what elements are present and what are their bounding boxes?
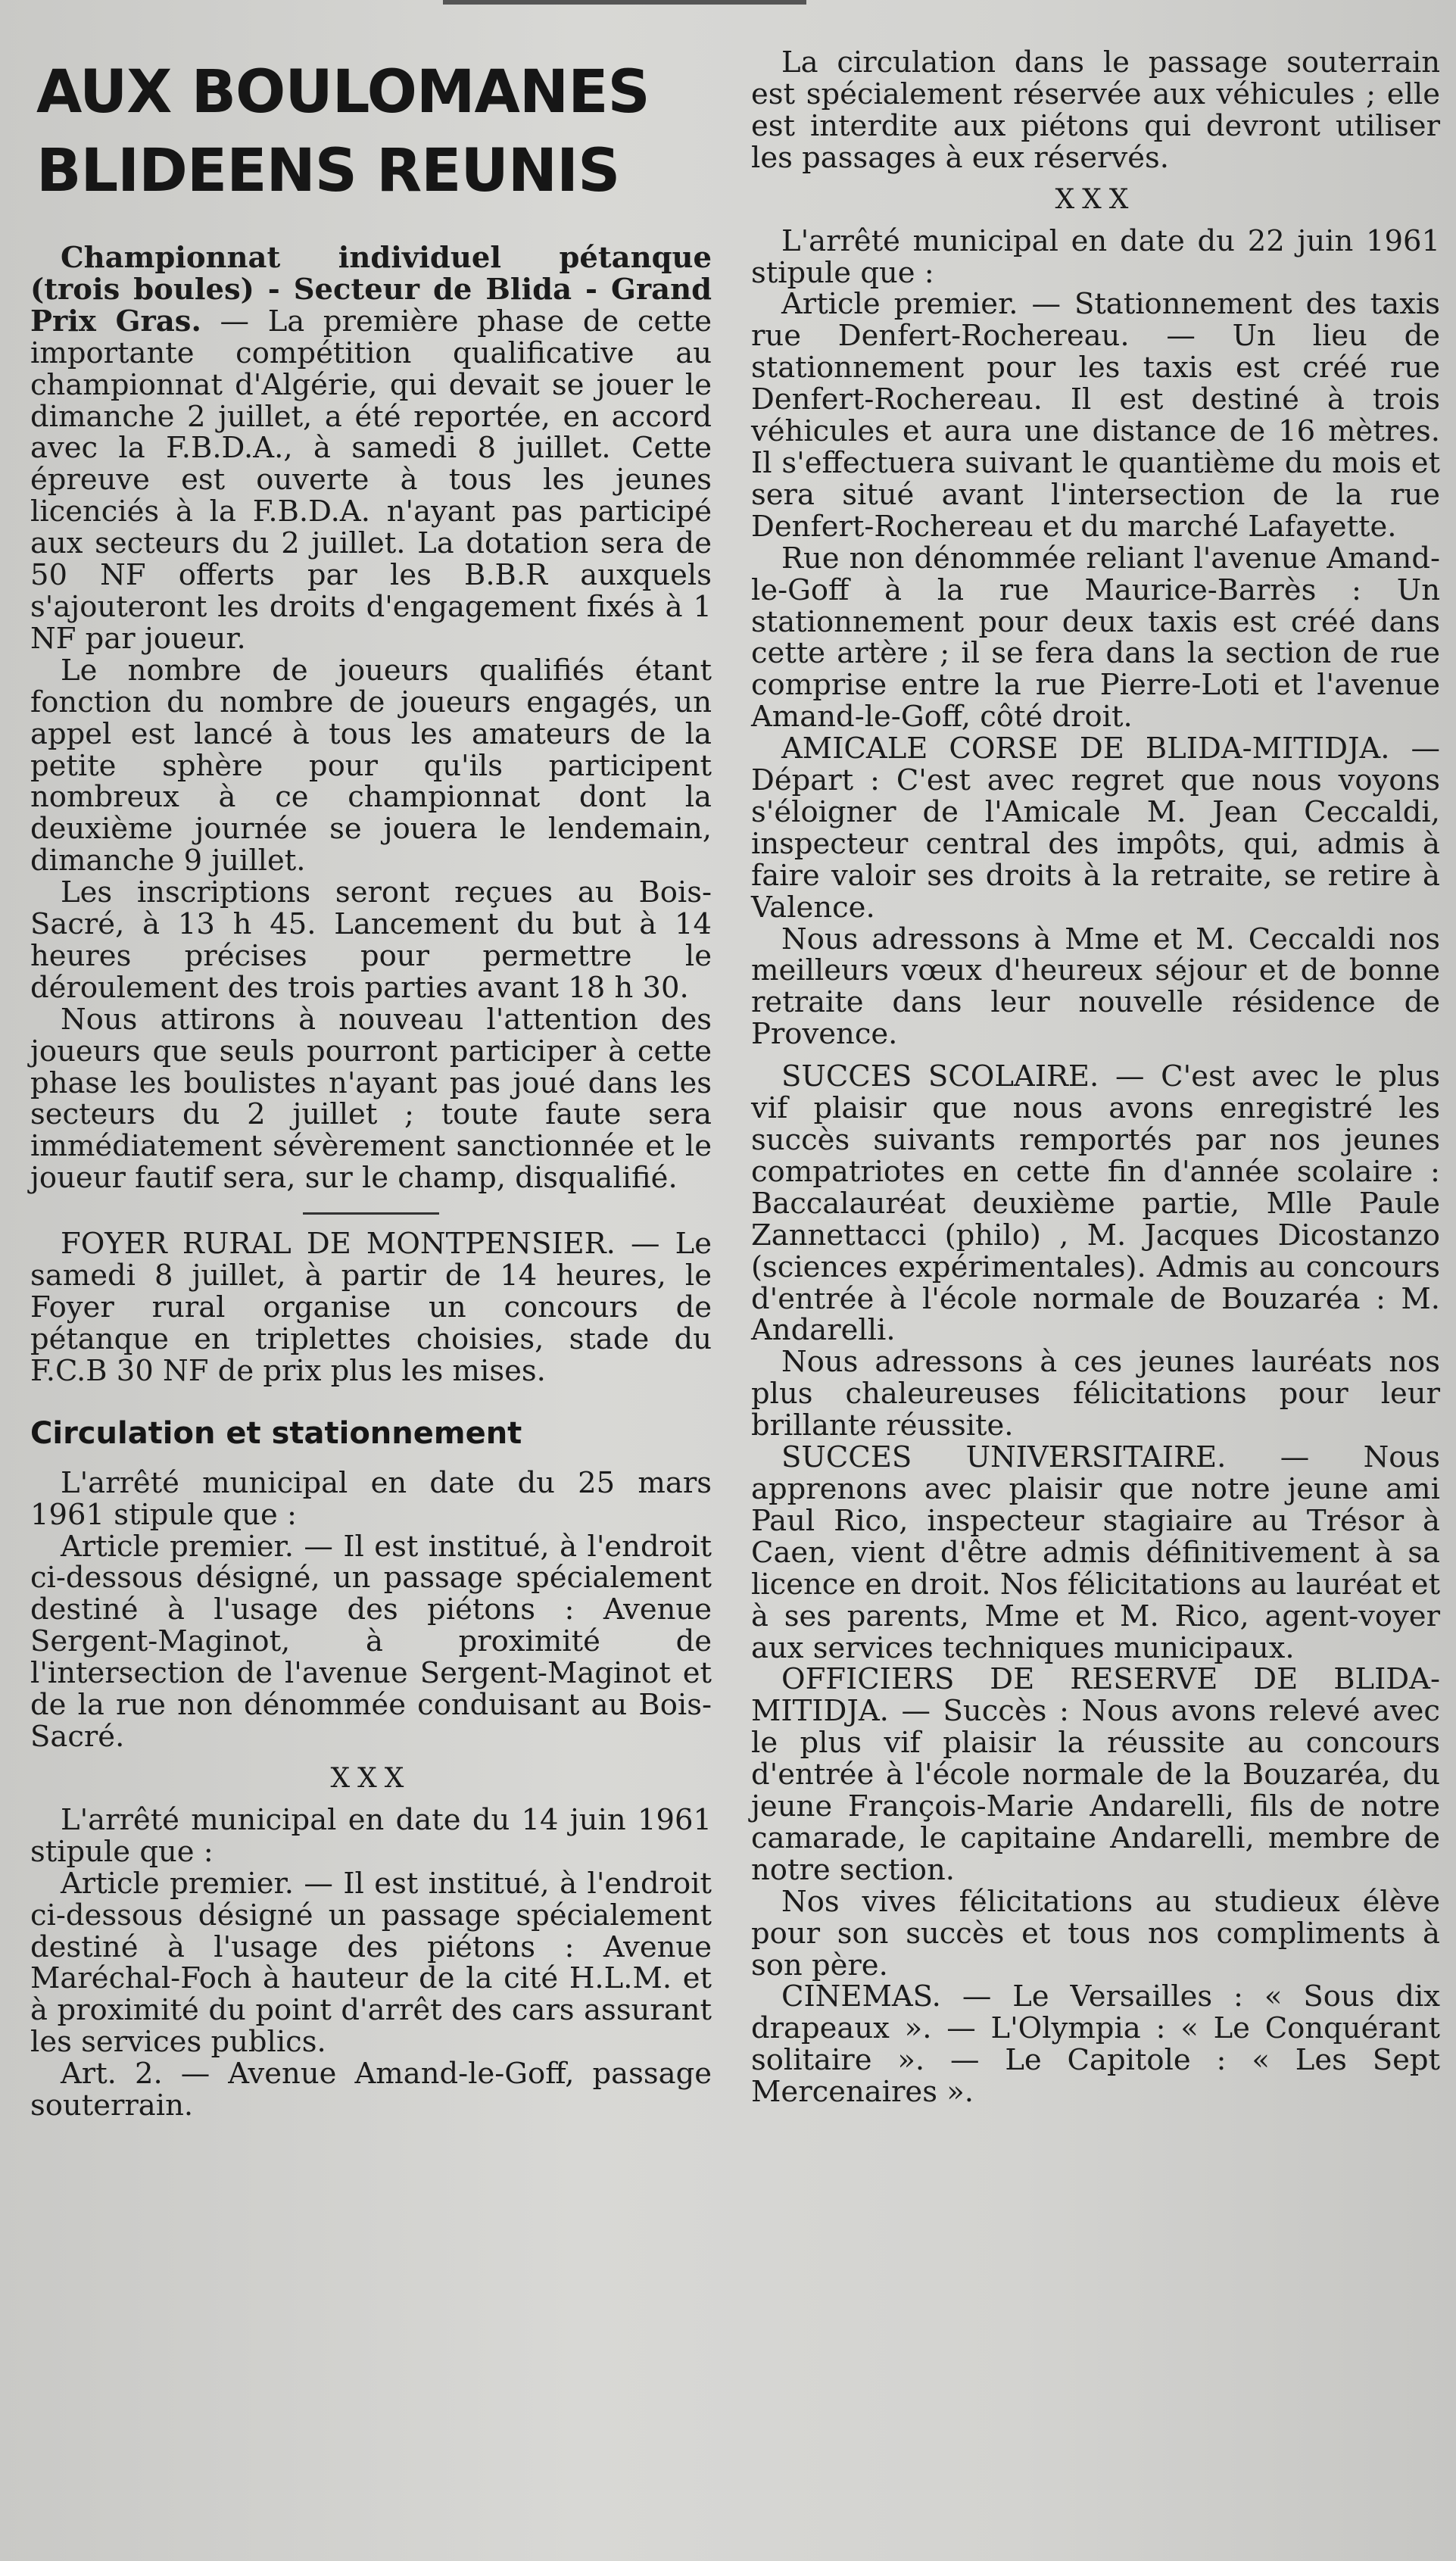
circulation-separator-1: XXX [330,1762,412,1794]
circulation-para-1: L'arrêté municipal en date du 25 mars 1961 stipule que : [30,1465,712,1532]
circulation-para-4: Article premier. — Il est institué, à l'endroit ci-dessous désigné un passage spécialement destiné à l'usage des piétons : Avenue Maréchal-Foch à hauteur de la cité H.L.M. et à proximité du point d'arrêt des cars assurant les services publics. [30,1866,712,2060]
circulation-para-9: Rue non dénommée reliant l'avenue Amand-le-Goff à la rue Maurice-Barrès : Un stationnement pour deux taxis est créé dans cette artère ; il se fera dans la section de rue comprise entre la rue Pierre-Loti et l'avenue Amand-le-Goff, côté droit. [751,541,1440,735]
article-cinemas [751,1981,1440,2108]
article-foyer [30,1228,712,1387]
cinemas-para: CINEMAS. — Le Versailles : « Sous dix drapeaux ». — L'Olympia : « Le Conquérant solitaire ». — Le Capitole : « Les Sept Mercenaires ». [751,1979,1440,2110]
article-petanque-lead: Championnat individuel pétanque (trois boules) - Secteur de Blida - Grand Prix Gras. [30,241,712,338]
circulation-continued [751,47,1440,733]
article-succes-universitaire [751,1442,1440,1664]
article-petanque-para-3: Les inscriptions seront reçues au Bois-Sacré, à 13 h 45. Lancement du but à 14 heures précises pour permettre le déroulement des trois parties avant 18 h 30. [30,875,712,1005]
circulation-para-5: Art. 2. — Avenue Amand-le-Goff, passage souterrain. [30,2057,712,2123]
headline-line-2: BLIDEENS REUNIS [36,137,620,205]
circulation-para-8: Article premier. — Stationnement des taxis rue Denfert-Rochereau. — Un lieu de stationnement pour les taxis est créé rue Denfert-Rochereau. Il est destiné à trois véhicules et aura une distance de 16 mètres. Il s'effectuera suivant le quantième du mois et sera situé avant l'intersection de la rue Denfert-Rochereau et du marché Lafayette. [751,287,1440,544]
succes-universitaire-para: SUCCES UNIVERSITAIRE. — Nous apprenons avec plaisir que notre jeune ami Paul Rico, inspecteur stagiaire au Trésor à Caen, vient d'être admis définitivement à sa licence en droit. Nos félicitations au lauréat et à ses parents, Mme et M. Rico, agent-voyer aux services techniques municipaux. [751,1440,1440,1665]
succes-scolaire-para-2: Nous adressons à ces jeunes lauréats nos plus chaleureuses félicitations pour leur brillante réussite. [751,1345,1440,1443]
officiers-para-2: Nos vives félicitations au studieux élève pour son succès et tous nos compliments à son père. [751,1884,1440,1982]
circulation-para-7: L'arrêté municipal en date du 22 juin 1961 stipule que : [751,223,1440,290]
article-officiers [751,1664,1440,1981]
article-petanque-para-2: Le nombre de joueurs qualifiés étant fonction du nombre de joueurs engagés, un appel est lancé à tous les amateurs de la petite sphère pour qu'ils participent nombreux à ce championnat dont la deuxième journée se jouera le lendemain, dimanche 9 juillet. [30,653,712,878]
succes-scolaire-para-1: SUCCES SCOLAIRE. — C'est avec le plus vif plaisir que nous avons enregistré les succès suivants remportés par nos jeunes compatriotes en cette fin d'année scolaire : Baccalauréat deuxième partie, Mlle Paule Zannettacci (philo) , M. Jacques Dicostanzo (sciences expérimentales). Admis au concours d'entrée à l'école normale de Bouzaréa : M. Andarelli. [751,1059,1440,1348]
article-amicale [751,733,1440,1050]
article-petanque-para-4: Nous attirons à nouveau l'attention des joueurs que seuls pourront participer à cette phase les boulistes n'ayant pas joué dans les secteurs du 2 juillet ; toute faute sera immédiatement sévèrement sanctionnée et le joueur fautif sera, sur le champ, disqualifié. [30,1002,712,1196]
circulation-para-6: La circulation dans le passage souterrain est spécialement réservée aux véhicules ; elle est interdite aux piétons qui devront utiliser les passages à eux réservés. [751,45,1440,175]
right-column [751,0,1440,2108]
headline-line-1: AUX BOULOMANES [36,58,650,126]
headline [36,53,712,211]
article-circulation [30,1415,712,2122]
amicale-para-1: AMICALE CORSE DE BLIDA-MITIDJA. — Départ : C'est avec regret que nous voyons s'éloigner de l'Amicale M. Jean Ceccaldi, inspecteur central des impôts, qui, admis à faire valoir ses droits à la retraite, se retire à Valence. [751,731,1440,925]
circulation-para-2: Article premier. — Il est institué, à l'endroit ci-dessous désigné, un passage spécialement destiné à l'usage des piétons : Avenue Sergent-Maginot, à proximité de l'intersection de l'avenue Sergent-Maginot et de la rue non dénommée conduisant au Bois-Sacré. [30,1529,712,1754]
article-petanque-para-1 [30,242,712,655]
left-column [30,0,712,2122]
foyer-para: FOYER RURAL DE MONTPENSIER. — Le samedi 8 juillet, à partir de 14 heures, le Foyer rural organise un concours de pétanque en triplettes choisies, stade du F.C.B 30 NF de prix plus les mises. [30,1227,712,1388]
circulation-para-3: L'arrêté municipal en date du 14 juin 1961 stipule que : [30,1802,712,1869]
officiers-para-1: OFFICIERS DE RESERVE DE BLIDA-MITIDJA. — Succès : Nous avons relevé avec le plus vif plaisir la réussite au concours d'entrée à l'école normale de la Bouzaréa, du jeune François-Marie Andarelli, fils de notre camarade, le capitaine Andarelli, membre de notre section. [751,1662,1440,1887]
article-petanque-text-1: — La première phase de cette importante compétition qualificative au championnat d'Algérie, qui devait se jouer le dimanche 2 juillet, a été reportée, en accord avec la F.B.D.A., à samedi 8 juillet. Cette épreuve est ouverte à tous les jeunes licenciés à la F.B.D.A. n'ayant pas participé aux secteurs du 2 juillet. La dotation sera de 50 NF offerts par les B.B.R auxquels s'ajouteront les droits d'engagement fixés à 1 NF par joueur. [30,304,712,656]
section-divider [303,1212,439,1215]
article-petanque [30,242,712,1194]
circulation-separator-2: XXX [1055,183,1136,215]
circulation-title: Circulation et stationnement [30,1415,522,1451]
article-succes-scolaire [751,1061,1440,1442]
amicale-para-2: Nous adressons à Mme et M. Ceccaldi nos meilleurs vœux d'heureux séjour et de bonne retraite dans leur nouvelle résidence de Provence. [751,922,1440,1052]
